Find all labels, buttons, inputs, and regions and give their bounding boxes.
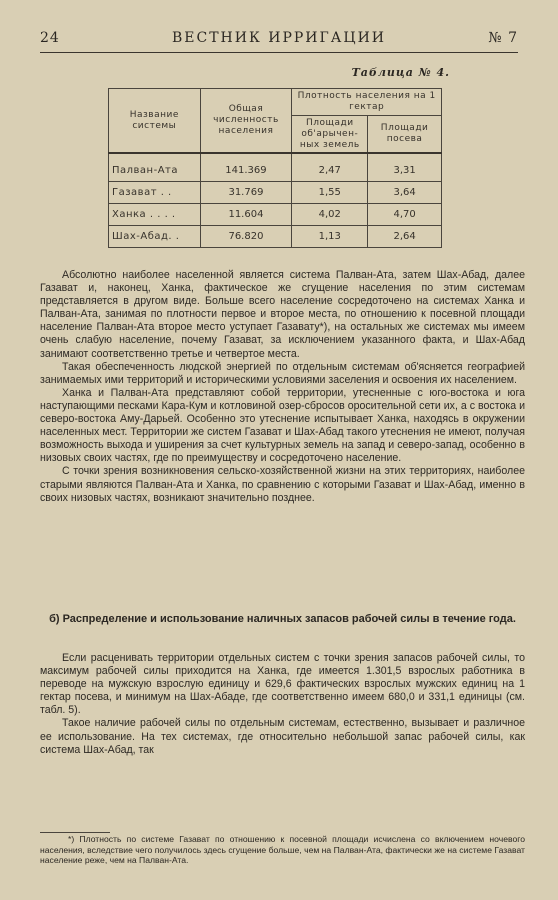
paragraph: Ханка и Палван-Ата представляют собой территории, утесненные с юго-востока и юга наступающими песками Кара-Кум и котловиной озер-сбросов оросительной сети их, а с востока и северо-востока Аму-Дарьей. Особенно это утеснение испытывает Ханка, находясь в окружении населенных мест. Территории же систем Газават и Шах-Абад такого утеснения не имеют, получая возможность выхода и уширения за счет культурных земель на запад и северо-запад, особенно в низовых своих частях, где по преимуществу и сосредоточено население. — [40, 386, 525, 465]
header-system: Название системы — [109, 89, 201, 154]
page-header — [40, 30, 518, 50]
row-density-irrigated: 1,13 — [292, 226, 368, 248]
row-density-irrigated: 2,47 — [292, 153, 368, 182]
table-row — [109, 153, 442, 182]
row-population: 76.820 — [200, 226, 292, 248]
table-row — [109, 204, 442, 226]
row-density-sown: 2,64 — [368, 226, 442, 248]
paragraph: С точки зрения возникновения сельско-хозяйственной жизни на этих территориях, наиболее старыми являются Палван-Ата и Ханка, по сравнению с которыми Газават и Шах-Абад, именно в своих низовых частях, возникают значительно позднее. — [40, 465, 525, 504]
row-density-sown: 4,70 — [368, 204, 442, 226]
paragraph: Такое наличие рабочей силы по отдельным системам, естественно, вызывает и различное ее использование. На тех системах, где относительно небольшой запас рабочей силы, как система Шах-Абад, так — [40, 717, 525, 756]
table-row — [109, 226, 442, 248]
row-population: 31.769 — [200, 182, 292, 204]
row-density-sown: 3,64 — [368, 182, 442, 204]
row-density-irrigated: 1,55 — [292, 182, 368, 204]
body-text-upper — [40, 269, 525, 505]
paragraph: Если расценивать территории отдельных систем с точки зрения запасов рабочей силы, то максимум рабочей силы приходится на Ханка, где имеется 1.301,5 взрослых работника в переводе на мужскую взрослую единицу и 629,6 фактических взрослых мужских единиц на 1 гектар посева, и минимум на Шах-Абаде, где соответственно имеем 680,0 и 331,1 единицы (см. табл. 5). — [40, 652, 525, 717]
footnote-text: *) Плотность по системе Газават по отношению к посевной площади исчислена со включением ночевого населения, вследствие чего получилось здесь сгущение больше, чем на Палван-Ата, фактически же на системе Газават население реже, чем на Палван-Ата. — [40, 834, 525, 865]
footnote — [40, 834, 525, 866]
body-text-lower — [40, 652, 525, 757]
row-system-name: Шах-Абад. . — [109, 226, 201, 248]
row-system-name: Газават . . — [109, 182, 201, 204]
row-system-name: Ханка . . . . — [109, 204, 201, 226]
table-row — [109, 182, 442, 204]
paragraph: Абсолютно наиболее населенной является система Палван-Ата, затем Шах-Абад, далее Газават и, наконец, Ханка, фактическое же сгущение населения по этим системам представляется в другом виде. Больше всего население сосредоточено на системах Ханка и Палван-Ата, занимая по плотности первое и второе места, по отношению к посевной площади население Палван-Ата второе место уступает Газавату*), на остальных же системах мы имеем очень слабую население, почему Газават, за исключением указанного факта, и Шах-Абад занимают соответственно третье и четвертое места. — [40, 269, 525, 360]
header-population: Общая численность населения — [200, 89, 292, 154]
header-density-sown: Площади посева — [368, 116, 442, 154]
population-density-table — [108, 88, 442, 248]
section-heading: б) Распределение и использование наличных запасов рабочей силы в течение года. — [49, 613, 516, 625]
journal-title: ВЕСТНИК ИРРИГАЦИИ — [171, 30, 387, 46]
header-density-irrigated: Площади об'арычен- ных земель — [292, 116, 368, 154]
row-population: 11.604 — [200, 204, 292, 226]
header-density: Плотность населения на 1 гектар — [292, 89, 442, 116]
header-rule — [40, 52, 518, 53]
row-density-sown: 3,31 — [368, 153, 442, 182]
row-population: 141.369 — [200, 153, 292, 182]
page-number: 24 — [40, 30, 60, 46]
row-density-irrigated: 4,02 — [292, 204, 368, 226]
row-system-name: Палван-Ата — [109, 153, 201, 182]
table-caption: Таблица № 4. — [351, 66, 450, 79]
paragraph: Такая обеспеченность людской энергией по отдельным системам об'ясняется географией занимаемых ими территорий и историческими условиями заселения и освоения их населением. — [40, 360, 525, 386]
issue-number: № 7 — [488, 30, 518, 46]
footnote-rule — [40, 832, 110, 833]
